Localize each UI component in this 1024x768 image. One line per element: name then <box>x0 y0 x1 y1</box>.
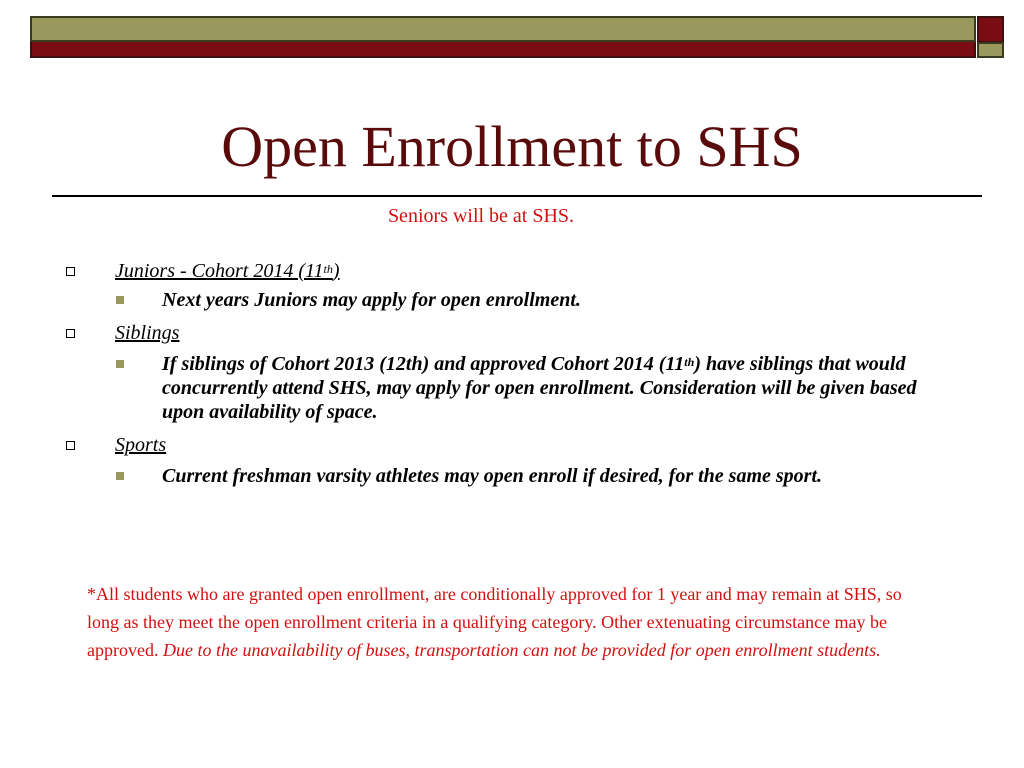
bullet-list <box>62 258 962 488</box>
filled-square-bullet-icon <box>116 360 124 368</box>
header-bar-maroon <box>30 42 976 58</box>
section-heading-siblings: Siblings <box>115 322 180 344</box>
footnote-italic-text: Due to the unavailability of buses, transportation can not be provided for open enrollment students. <box>162 640 881 660</box>
header-corner-maroon <box>977 16 1004 43</box>
section-siblings <box>62 320 962 346</box>
hollow-square-bullet-icon <box>66 267 75 276</box>
section-heading-sports: Sports <box>115 434 167 456</box>
footnote-text: *All students who are granted open enrollment, are conditionally approved for 1 year and may remain at SHS, so long as they meet the open enrollment criteria in a qualifying category. Other extenuating circumstance may be approved. <box>87 584 902 660</box>
header-corner-olive <box>977 42 1004 58</box>
section-heading-juniors: Juniors - Cohort 2014 (11th) <box>115 260 340 282</box>
header-bar-olive <box>30 16 976 42</box>
filled-square-bullet-icon <box>116 296 124 304</box>
footnote <box>87 580 917 664</box>
section-juniors-point: Next years Juniors may apply for open enrollment. <box>62 288 962 312</box>
title-divider <box>52 195 982 197</box>
slide-title: Open Enrollment to SHS <box>221 114 803 179</box>
slide-subtitle: Seniors will be at SHS. <box>387 205 575 227</box>
hollow-square-bullet-icon <box>66 329 75 338</box>
section-siblings-point: If siblings of Cohort 2013 (12th) and approved Cohort 2014 (11th) have siblings that would concurrently attend SHS, may apply for open enrollment. Consideration will be given based upon availability of space. <box>62 352 962 424</box>
filled-square-bullet-icon <box>116 472 124 480</box>
hollow-square-bullet-icon <box>66 441 75 450</box>
section-juniors <box>62 258 962 284</box>
section-sports <box>62 432 962 458</box>
section-sports-point: Current freshman varsity athletes may open enroll if desired, for the same sport. <box>62 464 962 488</box>
